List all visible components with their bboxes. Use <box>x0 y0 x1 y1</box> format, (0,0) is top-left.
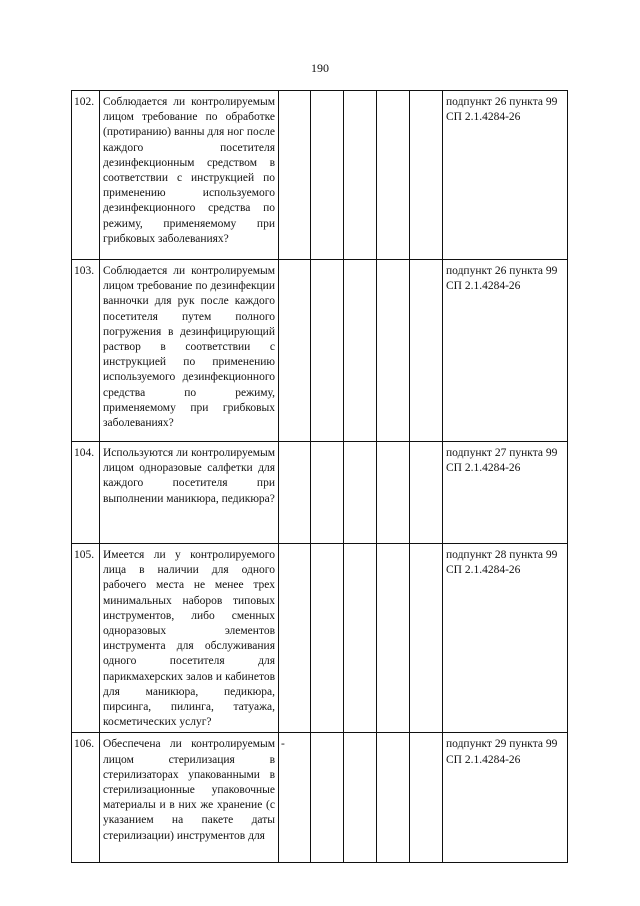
answer-cell-extra2 <box>410 442 443 544</box>
answer-cell-extra2 <box>410 91 443 260</box>
legal-reference: подпункт 29 пункта 99 СП 2.1.4284-26 <box>443 733 568 863</box>
answer-cell-no <box>311 733 344 863</box>
page-number: 190 <box>311 61 329 75</box>
answer-cell-no <box>311 260 344 442</box>
row-number: 104. <box>72 442 100 544</box>
legal-reference: подпункт 27 пункта 99 СП 2.1.4284-26 <box>443 442 568 544</box>
answer-cell-na <box>344 544 377 733</box>
answer-cell-extra2 <box>410 260 443 442</box>
table-row <box>72 260 568 442</box>
answer-cell-no <box>311 442 344 544</box>
row-number: 103. <box>72 260 100 442</box>
table-row <box>72 733 568 863</box>
question-text: Соблюдается ли контролируемым лицом требование по обработке (протиранию) ванны для ног после каждого посетителя дезинфекционным средством в соответствии с инструкцией по применению используемого дезинфекционного средства по режиму, применяемому при грибковых заболеваниях? <box>100 91 279 260</box>
answer-cell-extra <box>377 442 410 544</box>
answer-cell-extra <box>377 733 410 863</box>
question-text: Имеется ли у контролируемого лица в наличии для одного рабочего места не менее трех минимальных наборов типовых инструментов, либо сменных одноразовых элементов инструмента для обслуживания одного посетителя для парикмахерских залов и кабинетов для маникюра, педикюра, пирсинга, пилинга, татуажа, косметических услуг? <box>100 544 279 733</box>
table-row <box>72 544 568 733</box>
question-text: Используются ли контролируемым лицом одноразовые салфетки для каждого посетителя при выполнении маникюра, педикюра? <box>100 442 279 544</box>
answer-cell-na <box>344 91 377 260</box>
answer-cell-extra2 <box>410 544 443 733</box>
answer-cell-na <box>344 733 377 863</box>
row-number: 105. <box>72 544 100 733</box>
legal-reference: подпункт 26 пункта 99 СП 2.1.4284-26 <box>443 91 568 260</box>
question-text: Обеспечена ли контролируемым лицом стерилизация в стерилизаторах упакованными в стерилизационные упаковочные материалы и в них же хранение (с указанием на пакете даты стерилизации) инструментов для <box>100 733 279 863</box>
table-row <box>72 91 568 260</box>
answer-cell-extra2 <box>410 733 443 863</box>
row-number: 106. <box>72 733 100 863</box>
answer-cell-yes <box>279 544 311 733</box>
answer-cell-na <box>344 442 377 544</box>
table-row <box>72 442 568 544</box>
checklist-table <box>71 90 568 863</box>
legal-reference: подпункт 28 пункта 99 СП 2.1.4284-26 <box>443 544 568 733</box>
answer-cell-yes <box>279 91 311 260</box>
answer-cell-yes: - <box>279 733 311 863</box>
answer-cell-no <box>311 544 344 733</box>
question-text: Соблюдается ли контролируемым лицом требование по дезинфекции ванночки для рук после каждого посетителя путем полного погружения в дезинфицирующий раствор в соответствии с инструкцией по применению используемого дезинфекционного средства по режиму, применяемому при грибковых заболеваниях? <box>100 260 279 442</box>
answer-cell-extra <box>377 260 410 442</box>
answer-cell-extra <box>377 91 410 260</box>
row-number: 102. <box>72 91 100 260</box>
answer-cell-yes <box>279 442 311 544</box>
answer-cell-no <box>311 91 344 260</box>
answer-cell-na <box>344 260 377 442</box>
answer-cell-yes <box>279 260 311 442</box>
answer-cell-extra <box>377 544 410 733</box>
legal-reference: подпункт 26 пункта 99 СП 2.1.4284-26 <box>443 260 568 442</box>
